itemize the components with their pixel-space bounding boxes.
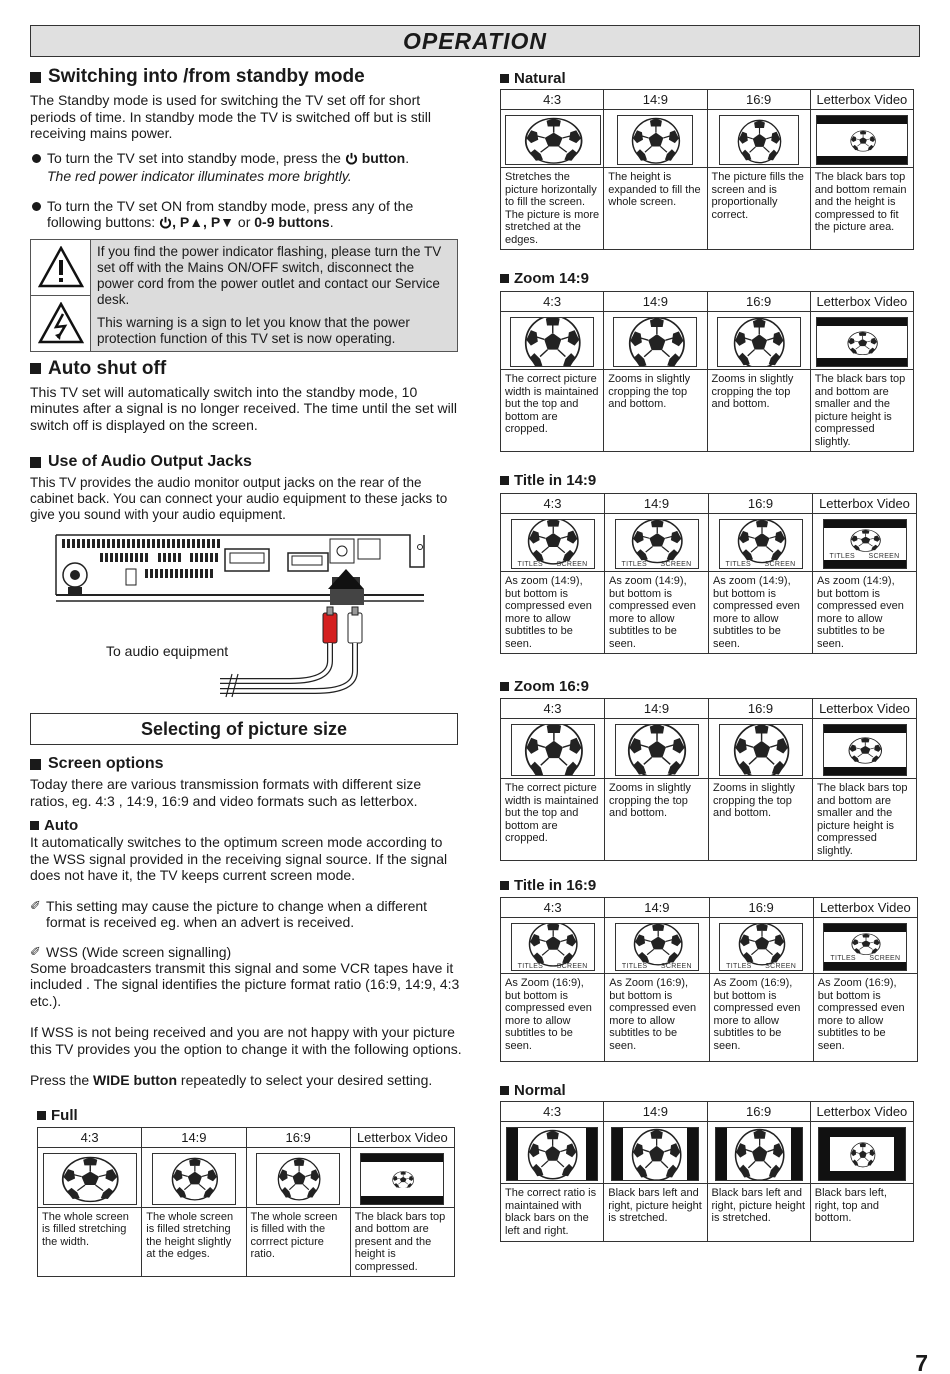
right-column [500,70,918,1242]
format-header-cell: 16:9 [707,1102,810,1122]
note-2: ✐ WSS (Wide screen signalling) [30,943,232,960]
soccer-ball-icon [738,923,786,966]
format-description-cell: Zooms in slightly cropping the top and bottom. [604,370,707,452]
format-header-cell: 16:9 [709,699,813,719]
soccer-ball-icon [524,117,583,165]
screen-illustration [719,923,803,971]
screen-cell [501,918,605,974]
full-heading: Full [37,1107,462,1124]
exclamation-triangle-icon [31,240,90,296]
page-title: OPERATION [402,27,548,54]
format-header-cell: 14:9 [605,699,709,719]
square-bullet-icon [500,274,509,283]
format-description-cell: The black bars top and bottom are smaller and the picture height is compressed slightly. [813,779,917,861]
soccer-ball-icon [527,519,580,565]
subtitle-caption: SCREEN [868,553,900,560]
format-header-cell: Letterbox Video [813,898,917,918]
format-description-cell: As zoom (14:9), but bottom is compressed even more to allow subtitles to be seen. [709,572,813,654]
subtitle-caption: TITLES [726,963,752,970]
soccer-ball-icon [631,117,681,165]
warning-icons [31,240,91,351]
screen-cell [813,514,917,572]
screen-cell [38,1147,142,1207]
subtitle-caption: TITLES [829,553,856,560]
wss-description: Some broadcasters transmit this signal and some VCR tapes have it included . The signal identifies the picture format ratio (16:9, 14:9, 4:3 etc.). [30,959,460,1009]
soccer-ball-icon [737,119,782,164]
soccer-ball-icon [848,737,883,764]
format-header-cell: 4:3 [38,1127,142,1147]
screen-cell [707,312,810,370]
format-description-cell: As Zoom (16:9), but bottom is compressed even more to allow subtitles to be seen. [813,974,917,1062]
screen-illustration [256,1153,340,1205]
note-1: ✐ This setting may cause the picture to change when a different format is received eg. when an advert is received. [30,897,428,930]
picture-size-title-box: Selecting of picture size [30,713,458,745]
screen-cell [709,719,813,779]
format-description-cell: As zoom (14:9), but bottom is compressed even more to allow subtitles to be seen. [813,572,917,654]
soccer-ball-icon [528,923,578,967]
screen-illustration [823,519,907,569]
screen-cell [605,719,709,779]
subtitle-caption: TITLES [621,963,648,970]
square-bullet-icon [500,682,509,691]
audio-equipment-caption: To audio equipment [106,643,229,659]
screen-cell [604,1122,707,1184]
format-header-cell: 4:3 [501,494,605,514]
soccer-ball-icon [847,331,878,355]
standby-bullet-1: To turn the TV set into standby mode, press the button. The red power indicator illuminates more brightly. [30,150,462,185]
format-description-cell: The black bars top and bottom remain and the height is compressed to fit the picture area. [810,168,913,250]
screen-cell [810,312,913,370]
format-header-cell: Letterbox Video [813,699,917,719]
subtitle-caption: TITLES [725,561,752,568]
format-description-cell: The black bars top and bottom are smaller and the picture height is compressed slightly. [810,370,913,452]
screen-cell [604,110,707,168]
warning-text: If you find the power indicator flashing, please turn the TV set off with the Mains ON/OFF switch, disconnect the power cord from the power outlet and contact our Service desk. This warning is a sign to let you know that the power protection function of this TV set is now operating. [91,240,457,351]
subtitle-caption: SCREEN [660,963,692,970]
screen-illustration [816,115,908,165]
screen-cell [350,1147,454,1207]
bullet-dot-icon [32,202,41,211]
format-header-cell: 14:9 [142,1127,246,1147]
screen-cell [501,719,605,779]
screen-illustration [43,1153,137,1205]
screen-cell [501,312,604,370]
format-description-cell: Zooms in slightly cropping the top and bottom. [605,779,709,861]
format-header-cell: Letterbox Video [350,1127,454,1147]
screen-illustration [816,317,908,367]
format-header-cell: 14:9 [604,292,707,312]
screen-cell [709,514,813,572]
left-column [30,66,462,1277]
screen-options-text: Today there are various transmission formats with different size ratios, eg. 4:3 , 14:9, 16:9 and video formats such as letterbox. [30,776,422,809]
soccer-ball-icon [628,317,686,367]
format-description-cell: The black bars top and bottom are present and the height is compressed. [350,1207,454,1277]
format-description-cell: Stretches the picture horizontally to fill the screen. The picture is more stretched at the edges. [501,168,604,250]
format-header-cell: Letterbox Video [810,90,913,110]
screen-illustration [506,1127,598,1181]
screen-cell [810,110,913,168]
format-header-cell: 4:3 [501,898,605,918]
zoom-16-9-format-table [500,698,918,861]
soccer-ball-icon [527,1129,578,1180]
screen-illustration [360,1153,444,1205]
screen-illustration [510,317,594,367]
soccer-ball-icon [392,1171,414,1189]
zoom-14-9-format-table [500,291,918,452]
subtitle-caption: TITLES [517,963,544,970]
screen-illustration [617,115,693,165]
bullet-dot-icon [32,154,41,163]
auto-heading: Auto [30,817,462,834]
screen-illustration [615,724,699,776]
audio-jack-diagram [30,531,462,699]
screen-cell [707,1122,810,1184]
square-bullet-icon [500,1086,509,1095]
square-bullet-icon [30,72,41,83]
format-header-cell: 14:9 [605,494,709,514]
wide-button-instruction: Press the WIDE button repeatedly to select your desired setting. [30,1072,433,1088]
square-bullet-icon [500,476,509,485]
subtitle-caption: TITLES [621,561,648,568]
format-header-cell: 16:9 [709,898,813,918]
standby-intro: The Standby mode is used for switching the TV set off for short periods of time. In standby mode the TV is switched off but is still receiving mains power. [30,92,432,141]
format-description-cell: As zoom (14:9), but bottom is compressed even more to allow subtitles to be seen. [501,572,605,654]
soccer-ball-icon [851,933,881,955]
screen-cell [501,1122,604,1184]
auto-shut-off-text: This TV set will automatically switch into the standby mode, 10 minutes after a signal is no longer received. The time until the set will switch off is displayed on the screen. [30,383,457,433]
standby-bullet-2: To turn the TV set ON from standby mode, press any of the following buttons: , P▲, P▼ or 0-9 buttons. [30,198,462,233]
auto-shut-off-heading: Auto shut off [30,358,462,380]
soccer-ball-icon [850,1142,876,1168]
soccer-ball-icon [524,317,582,367]
format-header-cell: 16:9 [707,292,810,312]
format-description-cell: Black bars left, right, top and bottom. [810,1184,913,1242]
screen-cell [501,110,604,168]
screen-illustration [719,519,803,569]
subtitle-caption: TITLES [830,955,856,963]
square-bullet-icon [30,821,39,830]
soccer-ball-icon [733,317,786,367]
screen-illustration [615,519,699,569]
format-description-cell: Black bars left and right, picture height is stretched. [707,1184,810,1242]
soccer-ball-icon [850,529,881,552]
format-description-cell: As Zoom (16:9), but bottom is compressed even more to allow subtitles to be seen. [501,974,605,1062]
screen-options-heading: Screen options [30,755,462,773]
zoom-16-9-heading: Zoom 16:9 [500,678,918,695]
screen-cell [813,719,917,779]
warning-box [30,239,458,352]
format-description-cell: Black bars left and right, picture height is stretched. [604,1184,707,1242]
zoom-14-9-heading: Zoom 14:9 [500,270,918,287]
format-description-cell: The correct picture width is maintained but the top and bottom are cropped. [501,370,604,452]
power-icon [159,216,172,233]
soccer-ball-icon [277,1157,321,1201]
square-bullet-icon [500,881,509,890]
screen-cell [142,1147,246,1207]
subtitle-caption: SCREEN [765,963,797,970]
title-16-9-format-table [500,897,918,1062]
standby-heading: Switching into /from standby mode [30,66,462,88]
soccer-ball-icon [631,1128,682,1181]
screen-cell [605,514,709,572]
format-header-cell: 4:3 [501,699,605,719]
subtitle-caption: SCREEN [556,963,588,970]
screen-illustration [511,724,595,776]
screen-cell [246,1147,350,1207]
format-header-cell: Letterbox Video [810,1102,913,1122]
square-bullet-icon [30,759,41,770]
format-description-cell: The height is expanded to fill the whole screen. [604,168,707,250]
title-16-9-heading: Title in 16:9 [500,877,918,894]
normal-heading: Normal [500,1082,918,1099]
screen-illustration [152,1153,236,1205]
screen-cell [605,918,709,974]
format-description-cell: As zoom (14:9), but bottom is compressed even more to allow subtitles to be seen. [605,572,709,654]
square-bullet-icon [30,363,41,374]
format-description-cell: Zooms in slightly cropping the top and bottom. [709,779,813,861]
format-header-cell: 16:9 [246,1127,350,1147]
format-description-cell: As Zoom (16:9), but bottom is compressed even more to allow subtitles to be seen. [709,974,813,1062]
page-header [30,25,920,57]
screen-illustration [818,1127,906,1181]
title-14-9-heading: Title in 14:9 [500,472,918,489]
format-header-cell: 14:9 [605,898,709,918]
subtitle-caption: SCREEN [764,561,796,568]
format-header-cell: 4:3 [501,1102,604,1122]
page-number: 7 [915,1350,928,1374]
format-header-cell: 14:9 [604,1102,707,1122]
soccer-ball-icon [171,1157,219,1201]
format-header-cell: Letterbox Video [810,292,913,312]
screen-cell [604,312,707,370]
format-description-cell: The whole screen is filled stretching the width. [38,1207,142,1277]
soccer-ball-icon [737,519,787,564]
full-format-table [37,1127,462,1278]
natural-format-table [500,89,918,250]
natural-heading: Natural [500,70,918,87]
format-description-cell: The picture fills the screen and is proportionally correct. [707,168,810,250]
soccer-ball-icon [850,130,876,152]
soccer-ball-icon [734,1128,785,1181]
screen-illustration [715,1127,803,1181]
subtitle-caption: TITLES [517,561,544,568]
wss-not-received-text: If WSS is not being received and you are not happy with your picture this TV provides you the option to change it with the following options. [30,1024,462,1057]
screen-cell [707,110,810,168]
pencil-note-icon: ✐ [30,943,41,959]
screen-illustration [823,724,907,776]
normal-format-table [500,1101,918,1242]
electric-shock-triangle-icon [31,296,90,351]
square-bullet-icon [30,457,41,468]
screen-cell [813,918,917,974]
screen-illustration [717,317,801,367]
format-description-cell: The whole screen is filled with the corrrect picture ratio. [246,1207,350,1277]
screen-illustration [611,1127,699,1181]
format-description-cell: As Zoom (16:9), but bottom is compressed even more to allow subtitles to be seen. [605,974,709,1062]
soccer-ball-icon [631,519,684,564]
square-bullet-icon [37,1111,46,1120]
format-header-cell: 16:9 [707,90,810,110]
screen-illustration [823,923,907,971]
screen-cell [709,918,813,974]
screen-illustration [511,923,595,971]
format-header-cell: 4:3 [501,90,604,110]
screen-illustration [613,317,697,367]
format-header-cell: Letterbox Video [813,494,917,514]
format-header-cell: 16:9 [709,494,813,514]
subtitle-caption: SCREEN [660,561,692,568]
soccer-ball-icon [61,1156,120,1203]
soccer-ball-icon [524,724,584,776]
screen-illustration [615,923,699,971]
format-description-cell: The correct ratio is maintained with black bars on the left and right. [501,1184,604,1242]
auto-text: It automatically switches to the optimum screen mode according to the WSS signal provided in the receiving signal source. If the signal does not have it, the TV keeps current screen mode. [30,834,448,883]
soccer-ball-icon [627,724,687,776]
format-header-cell: 4:3 [501,292,604,312]
title-14-9-format-table [500,493,918,654]
format-header-cell: 14:9 [604,90,707,110]
power-icon [345,152,358,169]
screen-illustration [505,115,601,165]
subtitle-caption: SCREEN [556,561,588,568]
soccer-ball-icon [733,724,790,776]
format-description-cell: Zooms in slightly cropping the top and bottom. [707,370,810,452]
square-bullet-icon [500,74,509,83]
format-description-cell: The correct picture width is maintained but the top and bottom are cropped. [501,779,605,861]
screen-illustration [719,724,803,776]
audio-jacks-text: This TV provides the audio monitor output jacks on the rear of the cabinet back. You can connect your audio equipment to these jacks to give you sound with your audio equipment. [30,475,448,522]
subtitle-caption: SCREEN [869,955,901,963]
screen-illustration [719,115,799,165]
screen-cell [810,1122,913,1184]
audio-jacks-heading: Use of Audio Output Jacks [30,453,462,471]
screen-cell [501,514,605,572]
screen-illustration [511,519,595,569]
pencil-note-icon: ✐ [30,897,41,913]
format-description-cell: The whole screen is filled stretching the height slightly at the edges. [142,1207,246,1277]
soccer-ball-icon [633,923,683,966]
